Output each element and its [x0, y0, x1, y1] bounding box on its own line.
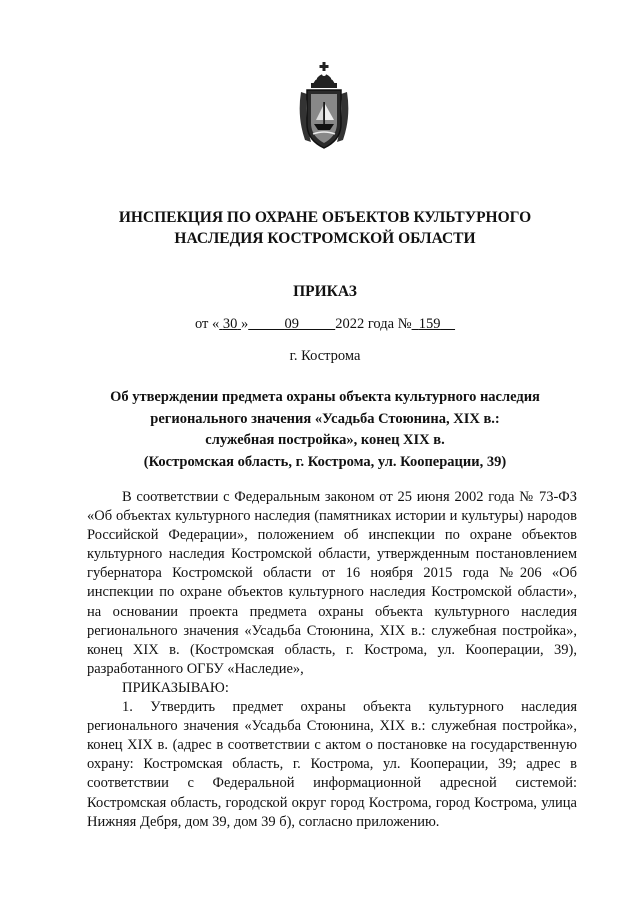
city: г. Кострома	[289, 348, 361, 364]
agency-line-1: ИНСПЕКЦИЯ ПО ОХРАНЕ ОБЪЕКТОВ КУЛЬТУРНОГО	[118, 209, 532, 226]
order-word: ПРИКАЗЫВАЮ:	[122, 679, 229, 696]
subject-line-3: служебная постройка», конец XIX в.	[205, 432, 445, 448]
date-month: 09	[284, 316, 299, 332]
preamble-paragraph: В соответствии с Федеральным законом от 25 июня 2002 года № 73-ФЗ «Об объектах культурного наследия (памятниках истории и культуры) народов Российской Федерации», положением об инспекции по охране объектов культурного наследия Костромской области, утвержденным постановлением губернатора Костромской области от 16 ноября 2015 года №206 «Об инспекции по охране объектов культурного наследия Костромской области», на основании проекта предмета охраны объекта культурного наследия регионального значения «Усадьба Стоюнина, XIX в.: служебная постройка», конец XIX в. (Костромская область, г. Кострома, ул. Кооперации, 39), разработанного ОГБУ «Наследие»,	[87, 489, 577, 677]
date-line	[60, 316, 590, 333]
order-body	[87, 488, 577, 832]
date-year: 2022 года №	[335, 316, 412, 332]
coat-of-arms-icon	[295, 62, 353, 154]
subject-line-1: Об утверждении предмета охраны объекта культурного наследия	[110, 389, 540, 405]
order-item-1: 1. Утвердить предмет охраны объекта культурного наследия регионального значения «Усадьба Стоюнина, XIX в.: служебная постройка», конец XIX в. (адрес в соответствии с актом о постановке на государственную охрану: Костромская область, г. Кострома, ул. Кооперации, 39; адрес в соответствии с Федеральной информационной адресной системой: Костромская область, городской округ город Кострома, город Кострома, улица Нижняя Дебря, дом 39, дом 39 б), согласно приложению.	[87, 699, 577, 830]
document-type: ПРИКАЗ	[293, 283, 357, 300]
date-prefix: от «	[194, 316, 220, 332]
subject-line-4: (Костромская область, г. Кострома, ул. Кооперации, 39)	[143, 453, 507, 470]
date-mid: »	[240, 316, 249, 332]
order-number: 159	[418, 316, 441, 332]
subject-line-2: регионального значения «Усадьба Стоюнина, XIX в.:	[150, 410, 500, 427]
date-day: 30	[222, 316, 238, 332]
order-subject	[90, 387, 560, 473]
agency-name	[60, 207, 590, 249]
agency-line-2: НАСЛЕДИЯ КОСТРОМСКОЙ ОБЛАСТИ	[174, 230, 476, 247]
